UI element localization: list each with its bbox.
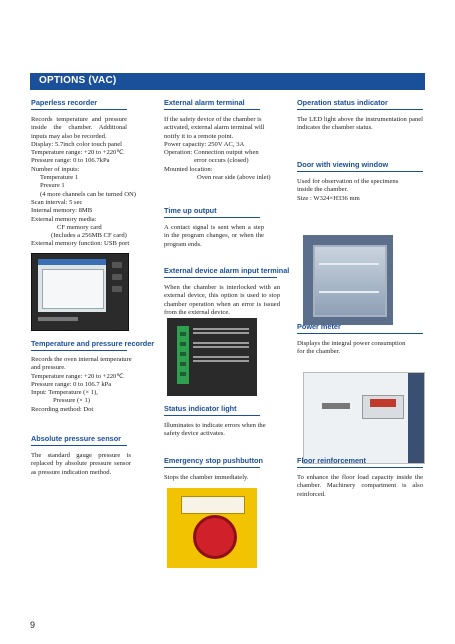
spec-line: Presure 1	[40, 182, 65, 190]
body-paragraph: The standard gauge pressure is replaced by absolute pressure sensor as pressure indication method.	[31, 452, 131, 476]
heading-door-viewing-window: Door with viewing window	[297, 160, 423, 172]
spec-line: CF memory card	[57, 223, 102, 231]
emergency-stop-photo	[167, 488, 257, 568]
spec-line: and pressure.	[31, 364, 66, 372]
heading-time-up-output: Time up output	[164, 206, 260, 218]
spec-line: Power capacity: 250V AC, 3A	[164, 140, 245, 148]
heading-emergency-stop: Emergency stop pushbutton	[164, 456, 260, 468]
heading-floor-reinforcement: Floor reinforcement	[297, 456, 423, 468]
heading-power-meter: Power meter	[297, 322, 423, 334]
body-paragraph: Stops the chamber immediately.	[164, 474, 249, 481]
spec-line: Recording method: Dot	[31, 405, 94, 413]
status-indicator-light-text	[164, 422, 280, 439]
body-paragraph: When the chamber is interlocked with an external device, this option is used to stop chamber operation when an error is issued from the external device.	[164, 284, 280, 316]
temp-pressure-recorder-text	[31, 356, 131, 414]
section-banner	[30, 73, 425, 90]
spec-line: Pressure (× 1)	[53, 397, 91, 405]
spec-line: Displays the integral power consumption	[297, 340, 406, 347]
heading-absolute-pressure-sensor: Absolute pressure sensor	[31, 434, 127, 446]
spec-line: Temperature range: +20 to +220℃	[31, 372, 124, 380]
banner-title: OPTIONS (VAC)	[39, 75, 117, 86]
spec-line: Oven rear side (above inlet)	[197, 174, 271, 182]
spec-line: Records the oven internal temperature	[31, 356, 132, 363]
viewing-window-photo	[303, 235, 393, 325]
spec-line: error occurs (closed)	[194, 157, 249, 165]
page-number: 9	[30, 620, 36, 630]
spec-line: Pressure range: 0 to 106.7 kPa	[31, 380, 112, 388]
power-meter-text	[297, 340, 423, 357]
external-alarm-terminal-text	[164, 116, 272, 182]
spec-line: Used for observation of the specimens	[297, 178, 399, 185]
spec-line: Temperature 1	[40, 174, 79, 182]
spec-line: Internal memory: 8MB	[31, 207, 93, 215]
heading-temp-pressure-recorder: Temperature and pressure recorder	[31, 339, 127, 351]
floor-reinforcement-text	[297, 474, 423, 499]
spec-line: Scan interval: 5 sec	[31, 198, 83, 206]
body-paragraph: A contact signal is sent when a step in the program changes, or when the program ends.	[164, 224, 264, 248]
spec-line: External memory media:	[31, 215, 97, 223]
spec-line: If the safety device of the chamber is	[164, 116, 262, 123]
spec-line: inside the chamber.	[297, 186, 349, 194]
terminal-block-photo	[167, 318, 257, 396]
paperless-recorder-text	[31, 116, 136, 249]
paperless-intro: Records temperature and pressure inside the chamber. Additional inputs may also be recorded.	[31, 116, 127, 140]
spec-line: Illuminates to indicate errors when the	[164, 422, 266, 429]
spec-line: Mounted location:	[164, 165, 213, 173]
spec-line: (4 more channels can be turned ON)	[40, 190, 136, 198]
emergency-stop-text	[164, 474, 280, 482]
heading-status-indicator-light: Status indicator light	[164, 404, 260, 416]
time-up-output-text	[164, 224, 264, 249]
paperless-recorder-photo	[31, 253, 129, 331]
spec-line: External memory function: USB port	[31, 240, 130, 248]
spec-line: Size : W324×H336 mm	[297, 194, 360, 202]
door-viewing-window-text	[297, 178, 423, 203]
spec-line: notify it to a remote point.	[164, 132, 234, 140]
absolute-pressure-sensor-text	[31, 452, 131, 477]
spec-line: activated, external alarm terminal will	[164, 124, 265, 132]
spec-line: Pressure range: 0 to 106.7kPa	[31, 157, 110, 165]
spec-line: Display: 5.7inch color touch panel	[31, 140, 123, 148]
spec-line: Number of inputs:	[31, 165, 80, 173]
spec-line: Operation: Connection output when	[164, 149, 259, 157]
heading-external-alarm-terminal: External alarm terminal	[164, 98, 260, 110]
power-meter-photo	[303, 372, 425, 464]
heading-external-device-alarm: External device alarm input terminal	[164, 266, 277, 278]
heading-operation-status-indicator: Operation status indicator	[297, 98, 423, 110]
body-paragraph: To enhance the floor load capacity inside the chamber. Machinery compartment is also reinforced.	[297, 474, 423, 498]
spec-line: Temperature range: +20 to +220℃	[31, 149, 124, 157]
heading-paperless-recorder: Paperless recorder	[31, 98, 127, 110]
spec-line: for the chamber.	[297, 348, 341, 356]
spec-line: Input: Temperature (× 1),	[31, 389, 98, 397]
body-paragraph: The LED light above the instrumentation panel indicates the chamber status.	[297, 116, 423, 132]
external-device-alarm-text	[164, 284, 280, 317]
spec-line: safety device activates.	[164, 430, 225, 438]
spec-line: (Includes a 256MB CF card)	[51, 232, 127, 240]
operation-status-indicator-text	[297, 116, 423, 133]
